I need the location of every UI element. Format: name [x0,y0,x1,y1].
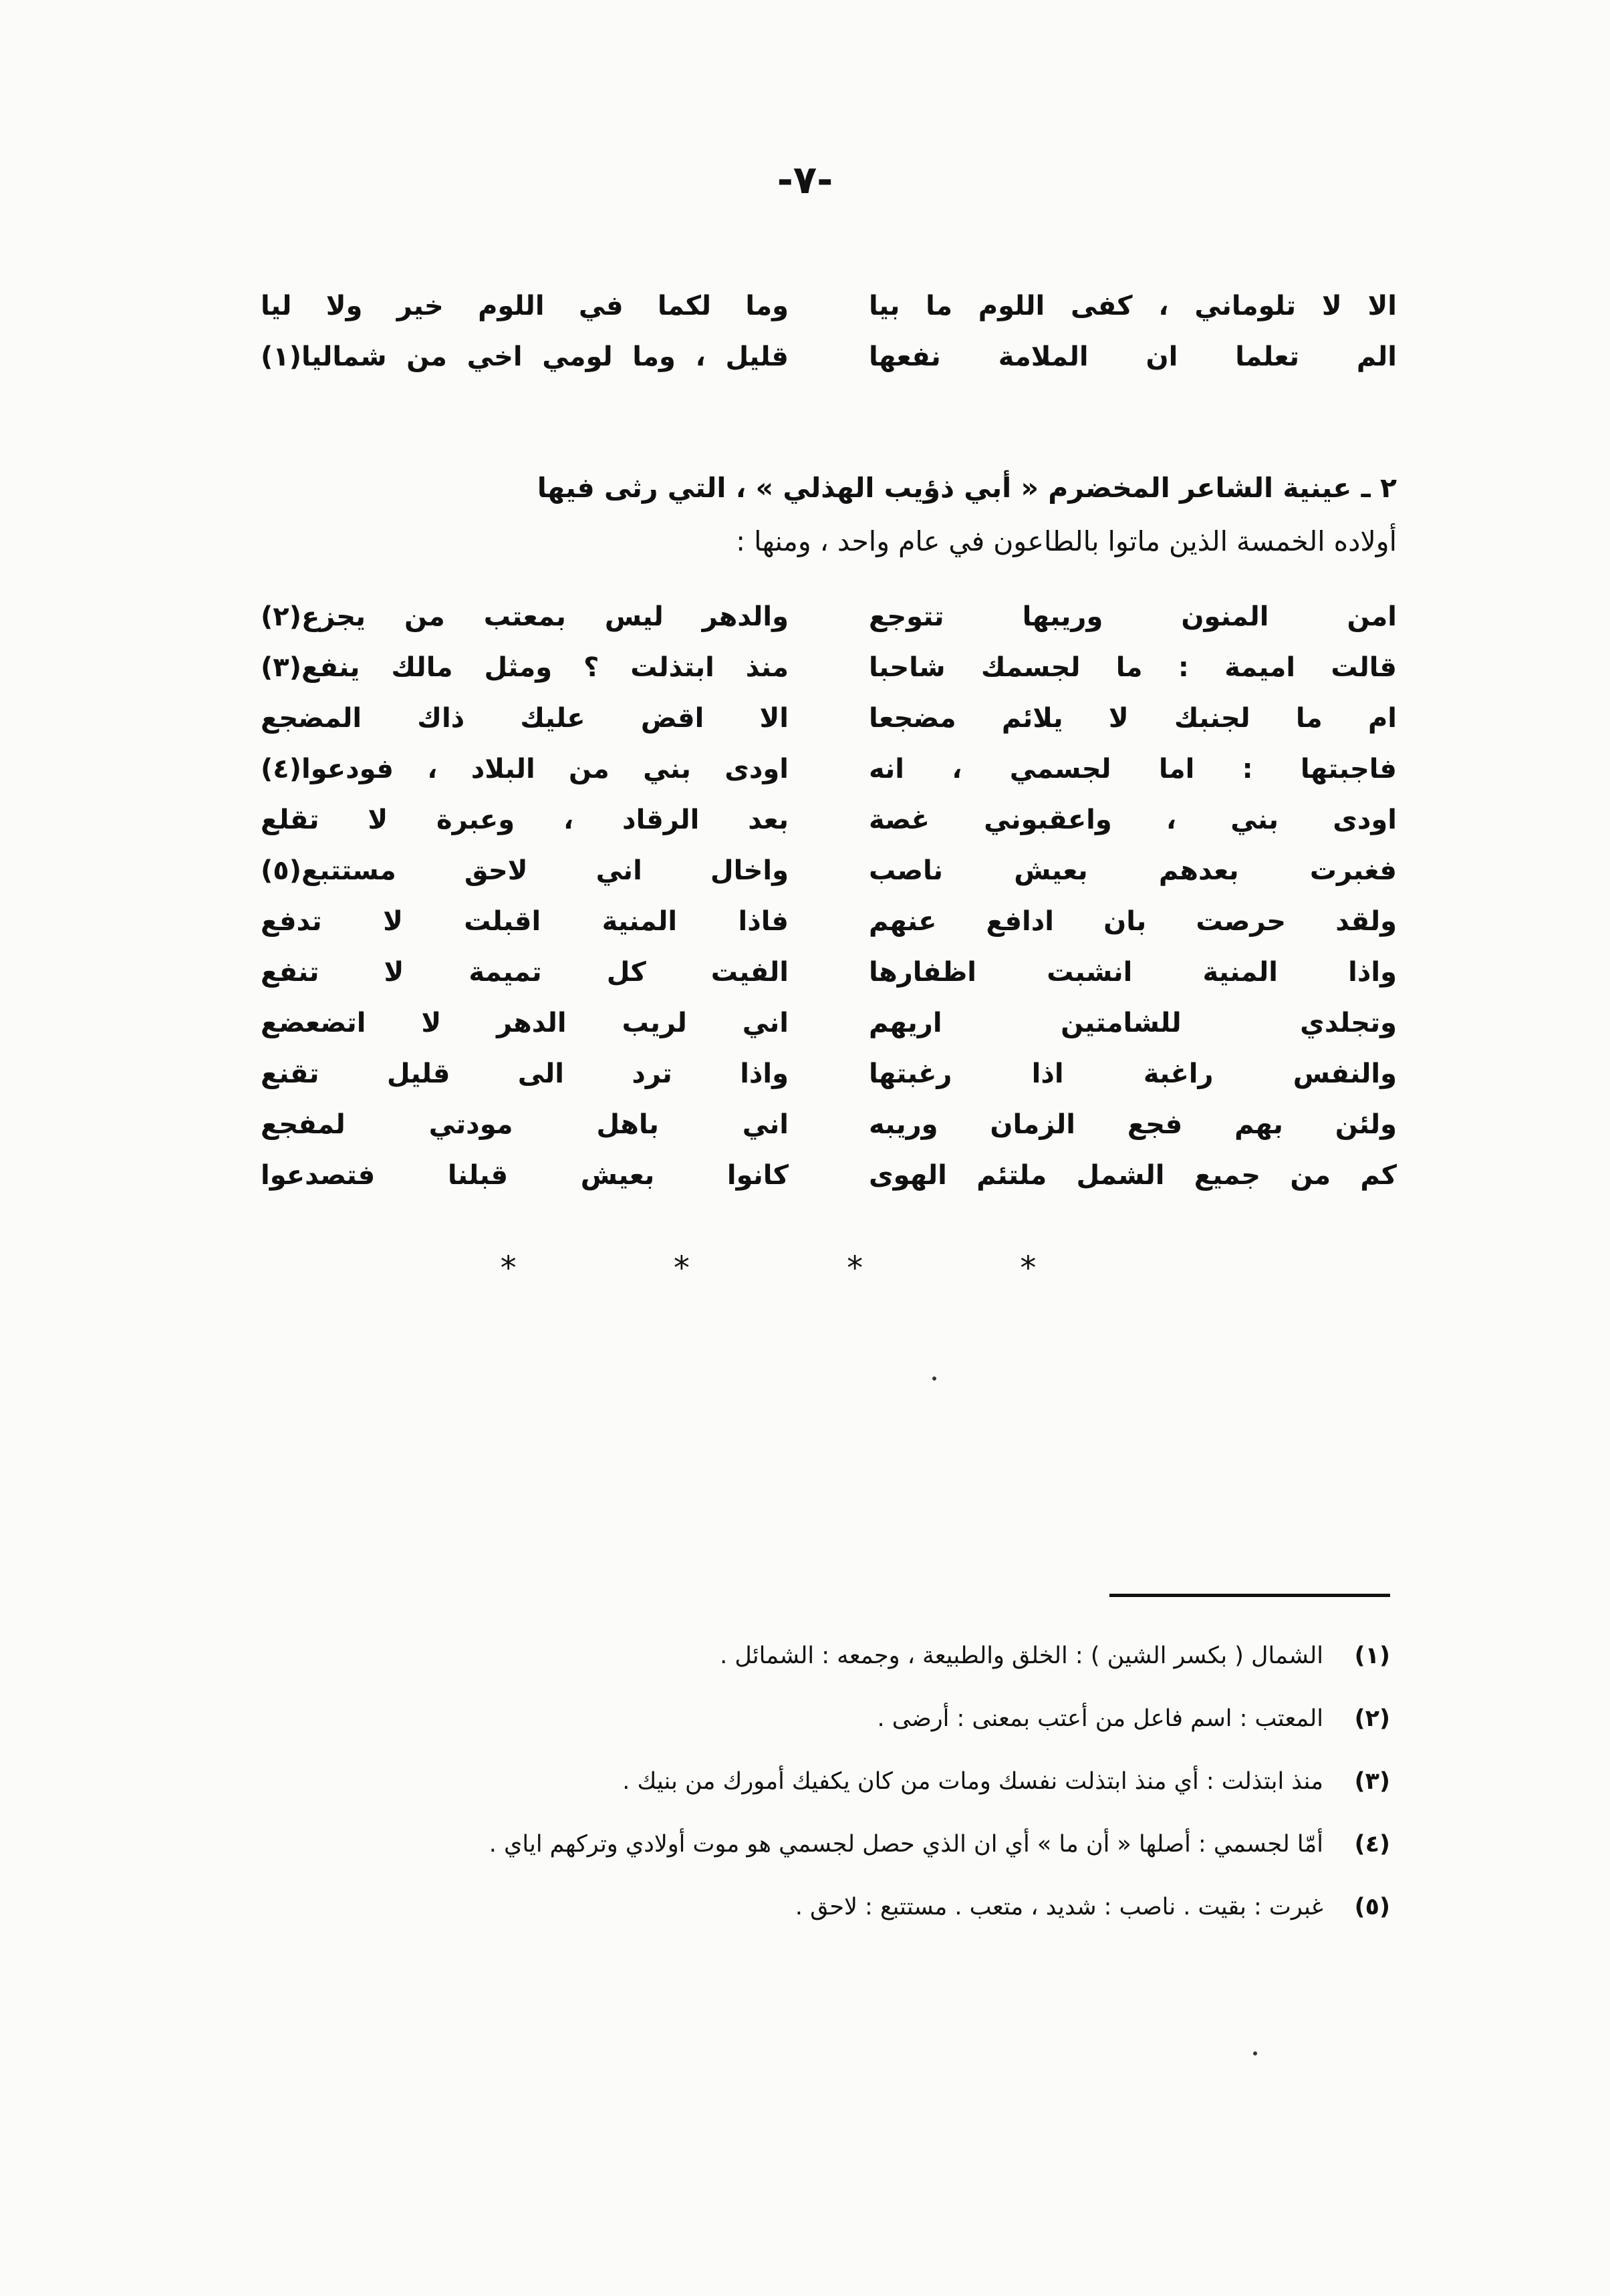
verse-first-half: وتجلدي للشامتين اريهم [869,1008,1397,1038]
verse-second-half: والدهر ليس بمعتب من يجزع(٢) [261,601,789,632]
verse-row [261,998,1397,1048]
section-separator: * * * * [500,1250,1110,1287]
verse-first-half: الم تعلما ان الملامة نفعها [869,341,1397,372]
verse-second-half: بعد الرقاد ، وعبرة لا تقلع [261,805,789,835]
footnote [267,1634,1390,1678]
verse-row [261,591,1397,642]
scan-speck [932,1377,936,1381]
footnote-number: (١) [1354,1642,1390,1669]
footnote-number: (٣) [1354,1768,1390,1795]
scan-speck [1253,2051,1257,2055]
poem-2 [261,591,1397,1201]
footnote [267,1822,1390,1866]
verse-first-half: والنفس راغبة اذا رغبتها [869,1058,1397,1089]
verse-row [261,693,1397,744]
verse-row [261,642,1397,693]
intro-line-2: أولاده الخمسة الذين ماتوا بالطاعون في عام واحد ، ومنها : [736,525,1397,557]
verse-second-half: اني باهل مودتي لمفجع [261,1109,789,1140]
verse-second-half: قليل ، وما لومي اخي من شماليا(١) [261,341,789,372]
verse-row [261,795,1397,845]
verse-second-half: منذ ابتذلت ؟ ومثل مالك ينفع(٣) [261,652,789,683]
verse-second-half: الا اقض عليك ذاك المضجع [261,703,789,734]
verse-first-half: ام ما لجنبك لا يلائم مضجعا [869,703,1397,734]
verse-row [261,331,1397,382]
footnote [267,1697,1390,1741]
footnote-number: (٤) [1354,1831,1390,1858]
verse-row [261,1150,1397,1201]
poem-1 [261,281,1397,382]
intro-paragraph [261,461,1397,568]
verse-first-half: اودى بني ، واعقبوني غصة [869,805,1397,835]
verse-row [261,1048,1397,1099]
footnote-number: (٢) [1354,1705,1390,1732]
verse-first-half: امن المنون وريبها تتوجع [869,601,1397,632]
verse-second-half: واخال اني لاحق مستتبع(٥) [261,855,789,886]
verse-second-half: فاذا المنية اقبلت لا تدفع [261,906,789,937]
intro-line-1: ٢ ـ عينية الشاعر المخضرم « أبي ذؤيب الهذلي » ، التي رثى فيها [537,472,1397,504]
verse-row [261,947,1397,998]
verse-first-half: فغبرت بعدهم بعيش ناصب [869,855,1397,886]
verse-second-half: اني لريب الدهر لا اتضعضع [261,1008,789,1038]
verse-row [261,896,1397,947]
verse-second-half: اودى بني من البلاد ، فودعوا(٤) [261,754,789,784]
verse-first-half: كم من جميع الشمل ملتئم الهوى [869,1160,1397,1191]
footnotes [267,1634,1390,1948]
footnote [267,1759,1390,1804]
verse-second-half: الفيت كل تميمة لا تنفع [261,957,789,988]
footnote-text: الشمال ( بكسر الشين ) : الخلق والطبيعة ، وجمعه : الشمائل . [720,1642,1323,1669]
verse-row [261,845,1397,896]
footnote-divider [1109,1594,1390,1597]
footnote-number: (٥) [1354,1894,1390,1920]
footnote [267,1885,1390,1929]
footnote-text: منذ ابتذلت : أي منذ ابتذلت نفسك ومات من كان يكفيك أمورك من بنيك . [622,1768,1323,1795]
verse-first-half: ولئن بهم فجع الزمان وريبه [869,1109,1397,1140]
verse-second-half: واذا ترد الى قليل تقنع [261,1058,789,1089]
verse-first-half: واذا المنية انشبت اظفارها [869,957,1397,988]
footnote-text: المعتب : اسم فاعل من أعتب بمعنى : أرضى . [877,1705,1323,1732]
footnote-text: أمّا لجسمي : أصلها « أن ما » أي ان الذي حصل لجسمي هو موت أولادي وتركهم اياي . [489,1831,1323,1858]
verse-first-half: فاجبتها : اما لجسمي ، انه [869,754,1397,784]
verse-row [261,281,1397,331]
verse-first-half: قالت اميمة : ما لجسمك شاحبا [869,652,1397,683]
verse-row [261,1099,1397,1150]
footnote-text: غبرت : بقيت . ناصب : شديد ، متعب . مستتبع : لاحق . [795,1894,1323,1920]
verse-second-half: كانوا بعيش قبلنا فتصدعوا [261,1160,789,1191]
verse-first-half: الا لا تلوماني ، كفى اللوم ما بيا [869,291,1397,321]
verse-row [261,744,1397,795]
verse-second-half: وما لكما في اللوم خير ولا ليا [261,291,789,321]
page-number: -٧- [777,157,833,202]
verse-first-half: ولقد حرصت بان ادافع عنهم [869,906,1397,937]
